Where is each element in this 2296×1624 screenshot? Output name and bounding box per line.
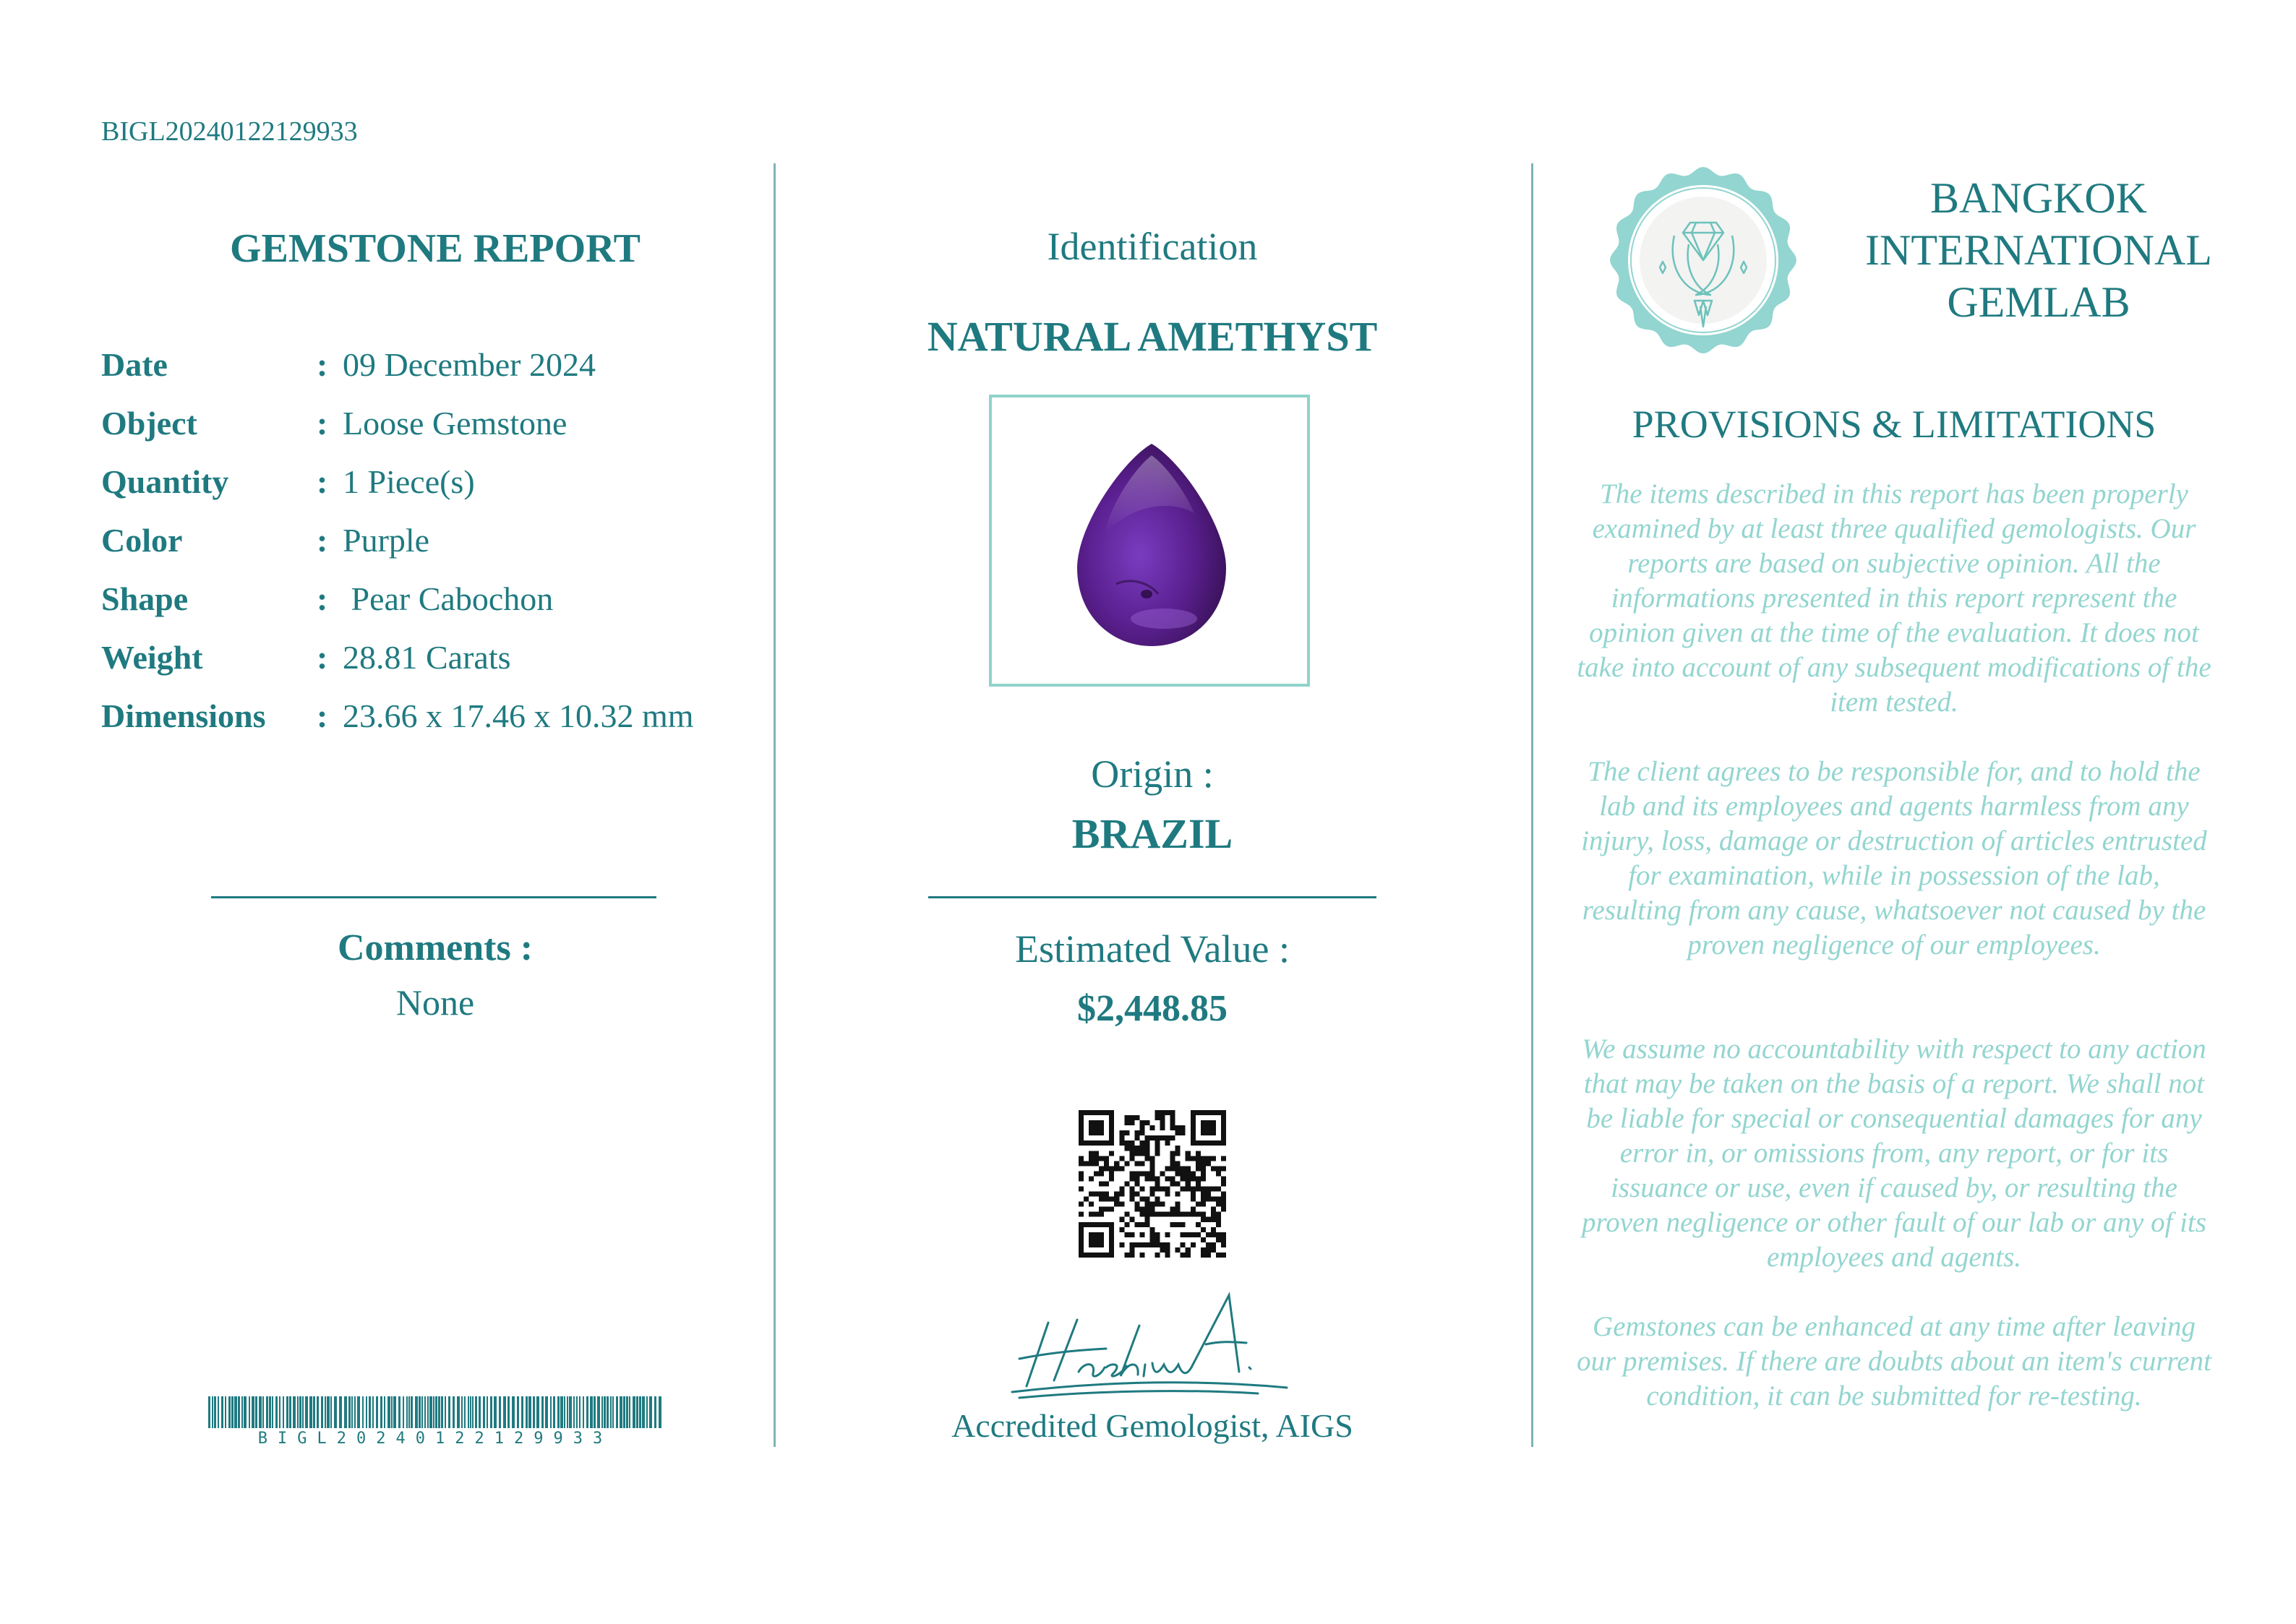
value-divider: [928, 896, 1376, 898]
field-value: Purple: [343, 522, 430, 559]
column-divider-right: [1531, 163, 1533, 1447]
amethyst-gem-image: [1071, 439, 1232, 649]
field-colon: :: [317, 405, 328, 442]
lab-name: [1851, 172, 2227, 328]
identification-value: NATURAL AMETHYST: [927, 313, 1378, 360]
field-value: 09 December 2024: [343, 346, 596, 383]
field-label: Shape: [101, 580, 189, 617]
comments-label: Comments :: [337, 927, 534, 968]
field-label: Dimensions: [101, 697, 266, 734]
qr-code-icon: [1079, 1110, 1226, 1258]
provisions-paragraph: The client agrees to be responsible for, and to hold the lab and its employees and agents harmless from any injury, loss, damage or destruction of articles entrusted for examination, while in possession of the lab, resulting from any cause, whatsoever not caused by the proven negligence of our employees.: [1581, 756, 2207, 961]
provisions-paragraph: The items described in this report has been properly examined by at least three qualified gemologists. Our reports are based on subjective opinion. All the informations presented in this report represent the opinion given at the time of the evaluation. It does not take into account of any subsequent modifications of the item tested.: [1577, 478, 2211, 718]
provisions-paragraph: Gemstones can be enhanced at any time after leaving our premises. If there are doubts about an item's current condition, it can be submitted for re-testing.: [1577, 1311, 2211, 1412]
identification-label: Identification: [1047, 225, 1258, 268]
lab-name-line: INTERNATIONAL: [1865, 226, 2212, 274]
lab-seal-icon: [1609, 166, 1797, 354]
field-colon: :: [317, 522, 328, 559]
report-title: GEMSTONE REPORT: [230, 226, 641, 271]
field-colon: :: [317, 639, 328, 676]
field-value: Pear Cabochon: [343, 580, 554, 617]
field-label: Quantity: [101, 463, 229, 500]
field-label: Weight: [101, 639, 203, 676]
field-colon: :: [317, 697, 328, 734]
field-value: 23.66 x 17.46 x 10.32 mm: [343, 697, 694, 734]
comments-divider: [211, 896, 656, 898]
gemstone-photo-frame: [989, 395, 1310, 687]
field-value: 1 Piece(s): [343, 463, 475, 500]
field-colon: :: [317, 346, 328, 383]
provisions-title: PROVISIONS & LIMITATIONS: [1632, 403, 2156, 446]
provisions-paragraph: We assume no accountability with respect to any action that may be taken on the basis of a report. We shall not be liable for special or consequential damages for any error in, or omissions from, any report, or for its issuance or use, even if caused by, or resulting the proven negligence or other fault of our lab or any of its employees and agents.: [1581, 1034, 2207, 1273]
estimated-value-label: Estimated Value :: [1015, 927, 1290, 971]
field-value: Loose Gemstone: [343, 405, 567, 442]
lab-name-line: BANGKOK: [1930, 174, 2147, 222]
lab-name-line: GEMLAB: [1947, 278, 2130, 326]
field-value: 28.81 Carats: [343, 639, 511, 676]
field-colon: :: [317, 580, 328, 617]
field-colon: :: [317, 463, 328, 500]
comments-value: None: [395, 982, 475, 1023]
barcode-text: BIGL20240122129933: [257, 1430, 613, 1448]
field-label: Date: [101, 346, 168, 383]
origin-label: Origin :: [1091, 752, 1214, 796]
gemologist-signature: [998, 1286, 1301, 1402]
barcode-icon: [208, 1396, 662, 1428]
field-label: Object: [101, 405, 197, 442]
report-number: BIGL20240122129933: [101, 116, 358, 147]
gemologist-title: Accredited Gemologist, AIGS: [951, 1407, 1353, 1444]
field-label: Color: [101, 522, 183, 559]
origin-value: BRAZIL: [1071, 810, 1233, 857]
estimated-value-amount: $2,448.85: [1077, 988, 1228, 1029]
